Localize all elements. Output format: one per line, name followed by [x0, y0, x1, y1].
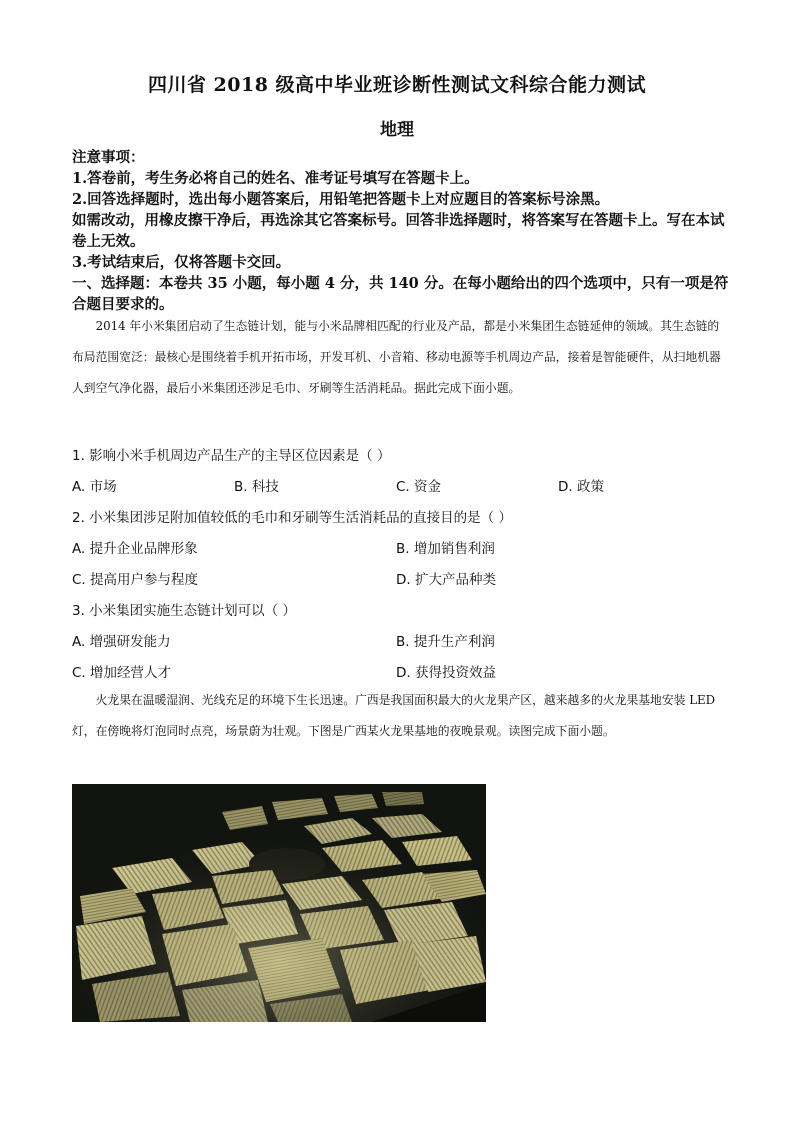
q1-option-d[interactable]: D. 政策 [558, 479, 604, 495]
passage-pitaya: 火龙果在温暖湿润、光线充足的环境下生长迅速。广西是我国面积最大的火龙果产区，越来越多的火龙果基地安装 LED 灯，在傍晚将灯泡同时点亮，场景蔚为壮观。下图是广西某火龙果基地的夜晚景观。读图完成下面小题。 [72, 693, 716, 738]
pitaya-farm-night-photo [72, 784, 486, 1022]
q3-option-a[interactable]: A. 增强研发能力 [72, 634, 171, 650]
question-1-stem: 1. 影响小米手机周边产品生产的主导区位因素是（ ） [72, 448, 391, 464]
exam-title: 四川省 2018 级高中毕业班诊断性测试文科综合能力测试 [147, 74, 647, 96]
instruction-item: 2.回答选择题时，选出每小题答案后，用铅笔把答题卡上对应题目的答案标号涂黑。 [72, 191, 610, 208]
q2-option-d[interactable]: D. 扩大产品种类 [396, 572, 496, 588]
q1-option-c[interactable]: C. 资金 [396, 479, 442, 495]
instruction-item: 如需改动，用橡皮擦干净后，再选涂其它答案标号。回答非选择题时，将答案写在答题卡上。写在本试卷上无效。 [72, 212, 725, 250]
instruction-item: 3.考试结束后，仅将答题卡交回。 [72, 254, 291, 271]
question-2-stem: 2. 小米集团涉足附加值较低的毛巾和牙刷等生活消耗品的直接目的是（ ） [72, 510, 512, 526]
instructions-heading: 注意事项： [72, 149, 145, 166]
instruction-item: 1.答卷前，考生务必将自己的姓名、准考证号填写在答题卡上。 [72, 170, 479, 187]
section-heading: 一、选择题：本卷共 35 小题，每小题 4 分，共 140 分。在每小题给出的四个选项中，只有一项是符合题目要求的。 [72, 275, 729, 313]
pitaya-farm-illustration [72, 784, 486, 1022]
q3-option-d[interactable]: D. 获得投资效益 [396, 665, 496, 681]
q1-option-a[interactable]: A. 市场 [72, 479, 117, 495]
passage-xiaomi: 2014 年小米集团启动了生态链计划，能与小米品牌相匹配的行业及产品，都是小米集团生态链延伸的领域。其生态链的布局范围宽泛：最核心是围绕着手机开拓市场，开发耳机、小音箱、移动电源等手机周边产品，接着是智能硬件，从扫地机器人到空气净化器，最后小米集团还涉足毛巾、牙刷等生活消耗品。据此完成下面小题。 [72, 319, 721, 395]
subject-title: 地理 [380, 120, 414, 140]
q3-option-b[interactable]: B. 提升生产利润 [396, 634, 495, 650]
q2-option-b[interactable]: B. 增加销售利润 [396, 541, 495, 557]
q2-option-c[interactable]: C. 提高用户参与程度 [72, 572, 199, 588]
q3-option-c[interactable]: C. 增加经营人才 [72, 665, 172, 681]
q1-option-b[interactable]: B. 科技 [234, 479, 279, 495]
q2-option-a[interactable]: A. 提升企业品牌形象 [72, 541, 198, 557]
instructions [72, 147, 732, 315]
question-3-stem: 3. 小米集团实施生态链计划可以（ ） [72, 603, 296, 619]
